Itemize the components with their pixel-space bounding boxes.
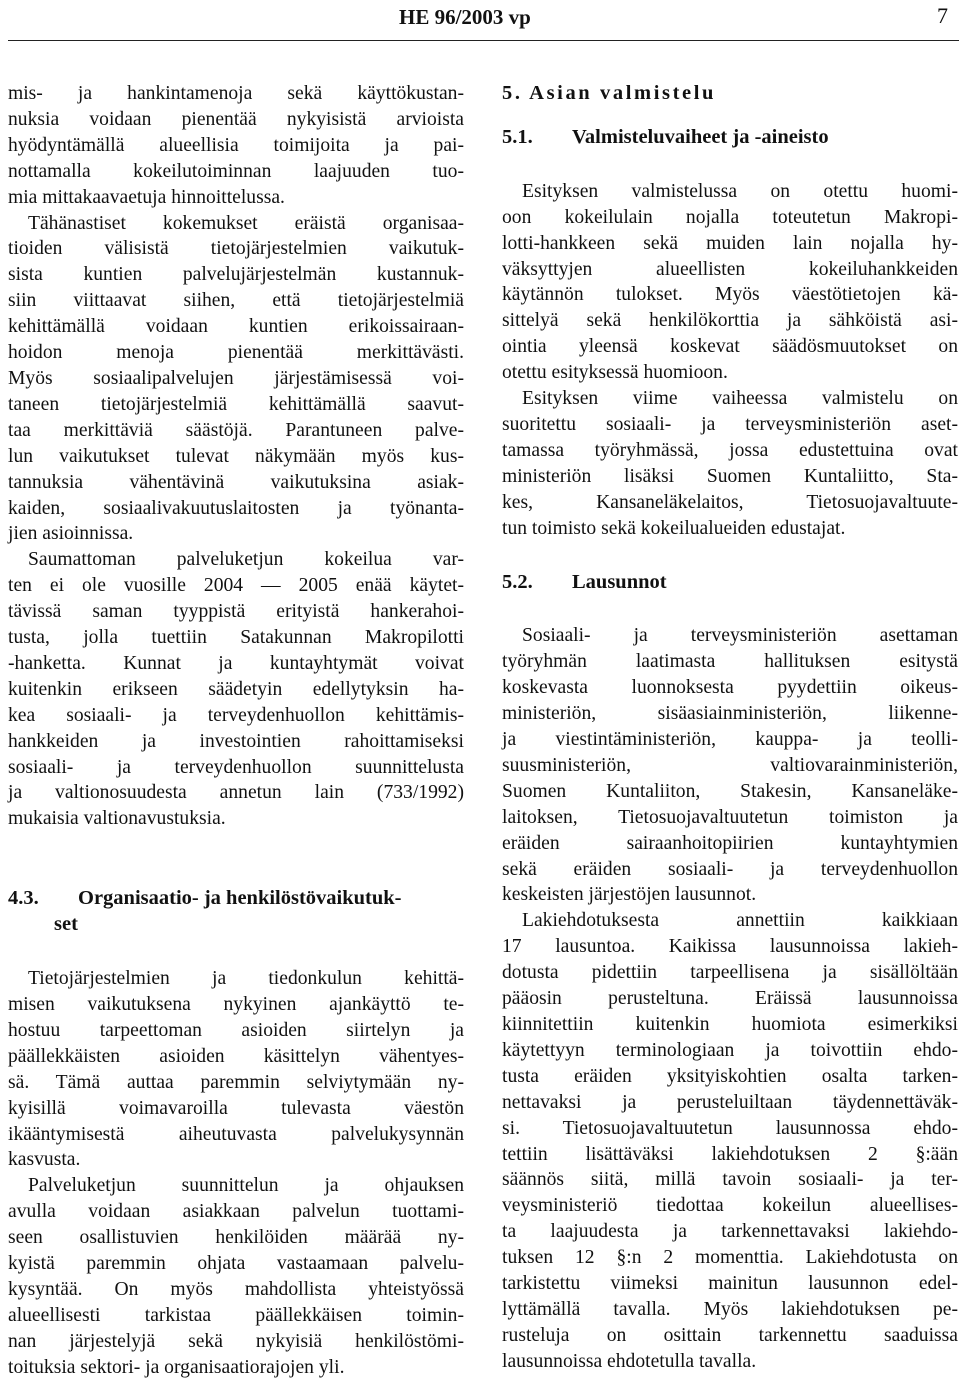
text-line: työryhmän laatimasta hallituksen esitystä [502,651,958,673]
text-line: keskeisten järjestöjen lausunnot. [502,884,757,906]
text-line: jien asioinnissa. [8,523,134,545]
text-line: taa merkittäviä säästöjä. Parantuneen palve- [8,419,464,441]
section-title: Organisaatio- ja henkilöstövaikutuk- [78,887,402,910]
text-line: Esityksen viime vaiheessa valmistelu on [522,388,958,410]
text-line: nettavaksi ja perusteluiltaan täydennettäväk- [502,1091,958,1113]
text-line: lotti-hankkeen sekä muiden lain nojalla hy- [502,232,958,254]
text-line: suusministeriön, valtiovarainministeriön, [502,754,958,776]
text-line: tuksen 12 §:n 2 momenttia. Lakiehdotusta on [502,1247,958,1269]
text-line: säännös siitä, millä tavoin sosiaali- ja ter- [502,1169,958,1191]
text-line: hoidon menoja pienentää merkittävästi. [8,342,464,364]
text-line: ministeriön lisäksi Suomen Kuntaliitto, Sta- [502,465,958,487]
text-line: suoritettu sosiaali- ja terveysministeriön aset- [502,413,958,435]
text-line: ointia yleensä koskevat säädösmuutokset on [502,336,958,358]
text-line: tun toimisto sekä kokeilualueiden edustajat. [502,517,846,539]
subsection-number: 5.2. [502,570,533,593]
text-line: ta laajuudesta ja tarkennettavaksi lakiehdo- [502,1221,958,1243]
subsection-heading [502,125,958,151]
text-line: sosiaali- ja terveydenhuollon suunnittelusta [8,756,464,778]
text-line: päällekkäisten asioiden käsittelyn vähentyes- [8,1045,464,1067]
text-line: kes, Kansaneläkelaitos, Tietosuojavaltuute- [502,491,958,513]
section-heading: 5. Asian valmistelu [502,82,716,104]
text-line: laitoksen, Tietosuojavaltuutetun toimiston ja [502,806,958,828]
text-line: eräiden sairaanhoitopiirien kuntayhtymien [502,832,958,854]
paragraph [502,386,958,541]
page-header [0,0,960,40]
text-line: sittelyä sekä henkilökorttia ja sähköistä asi- [502,310,958,332]
text-line: käytännön tulokset. Myös väestötietojen kä- [502,284,958,306]
paragraph [8,547,464,832]
text-line: kea sosiaali- ja terveydenhuollon kehittämis- [8,704,464,726]
section-number: 4.3. [8,887,39,910]
text-line: kyisillä voimavaroilla tulevasta väestön [8,1097,464,1119]
text-line: sista kuntien palvelujärjestelmän kustannuk- [8,264,464,286]
text-line: taneen tietojärjestelmiä kehittämällä saavut- [8,393,464,415]
text-line: tannuksia vähentävinä vaikutuksina asiak- [8,471,464,493]
left-column [8,81,464,1381]
text-line: nottamalla kokeilutoiminnan laajuuden tuo- [8,160,464,182]
right-column [502,81,958,1375]
section-title-continued: set [54,913,78,936]
text-line: sekä eräiden sosiaali- ja terveydenhuollon [502,858,958,880]
text-line: koskevasta luonnoksesta pyydettiin oikeus- [502,677,958,699]
text-line: tusta eräiden yksityiskohtien osalta tarken- [502,1065,958,1087]
text-line: -hanketta. Kunnat ja kuntayhtymät voivat [8,652,464,674]
header-rule [8,40,959,41]
text-line: sä. Tämä auttaa paremmin selviytymään ny- [8,1071,464,1093]
text-line: ja valtionosuudesta annetun lain (733/1992) [8,782,464,804]
text-line: ja viestintäministeriön, kauppa- ja teolli- [502,729,958,751]
paragraph [502,623,958,908]
text-line: hankkeiden ja investointien rahoittamiseksi [8,730,464,752]
paragraph [502,908,958,1374]
text-line: mukaisia valtionavustuksia. [8,808,226,830]
subsection-title: Lausunnot [572,570,667,593]
text-line: 17 lausuntoa. Kaikissa lausunnoissa lakieh- [502,936,958,958]
text-line: käytettyyn terminologiaan ja toivottiin ehdo- [502,1039,958,1061]
text-line: kiinnitettiin kuitenkin huomiota esimerkiksi [502,1014,958,1035]
text-line: kuitenkin erikseen säädetyin edellytyksin ha- [8,678,464,700]
text-line: tusta, jolla tuettiin Satakunnan Makropilotti [8,627,464,649]
text-line: ministeriön, sisäasiainministeriön, liikenne- [502,703,958,725]
subsection-title: Valmisteluvaiheet ja -aineisto [572,125,829,148]
text-line: si. Tietosuojavaltuutetun lausunnossa ehdo- [502,1117,958,1139]
text-line: kasvusta. [8,1149,81,1171]
text-line: Palveluketjun suunnittelun ja ohjauksen [28,1175,464,1197]
text-line: mis- ja hankintamenoja sekä käyttökustan- [8,83,464,104]
text-line: tamassa työryhmässä, jossa edustettuina ovat [502,439,958,461]
text-line: tarkistettu viimeksi mainitun lausunnon edel- [502,1273,958,1295]
text-line: lausunnoissa ehdotetulla tavalla. [502,1350,757,1372]
text-line: toituksia sektori- ja organisaatiorajojen yli. [8,1356,345,1378]
subsection-number: 5.1. [502,125,533,148]
text-line: veysministeriö tiedottaa kokeilun alueellises- [502,1195,958,1217]
text-line: väksyttyjen alueellisten kokeiluhankkeiden [502,258,958,280]
text-line: tettiin lisättäväksi lakiehdotuksen 2 §:ään [502,1143,958,1165]
text-line: Tietojärjestelmien ja tiedonkulun kehittä- [28,968,464,990]
text-line: nuksia voidaan pienentää nykyisistä arvioista [8,108,464,130]
text-line: siin viittaavat siihen, että tietojärjestelmiä [8,290,464,312]
text-line: Tähänastiset kokemukset eräistä organisaa- [28,212,464,234]
text-line: misen vaikutuksena nykyinen ajankäyttö te- [8,994,464,1015]
text-line: avulla voidaan asiakkaan palvelun tuottami- [8,1201,464,1223]
text-line: kyistä paremmin ohjata vastaamaan palvelu- [8,1253,464,1275]
text-line: dotusta pidettiin tarpeellisena ja sisällöltään [502,962,958,984]
text-line: Sosiaali- ja terveysministeriön asettaman [522,625,958,647]
text-line: nan järjestelyjä sekä nykyisiä henkilöstömi- [8,1330,464,1352]
text-line: Esityksen valmistelussa on otettu huomi- [522,180,958,202]
text-line: oon kokeilulain nojalla toteutetun Makropi- [502,206,958,228]
text-line: ten ei ole vuosille 2004 — 2005 enää käytet- [8,575,464,597]
text-line: ikääntymisestä aiheutuvasta palvelukysynnän [8,1123,464,1145]
text-line: kysyntää. On myös mahdollista yhteistyössä [8,1278,464,1300]
text-line: rusteluja on osittain tarkennettu saaduissa [502,1324,958,1346]
text-line: lun vaikutukset tulevat näkymään myös kus- [8,445,464,467]
text-line: kaiden, sosiaalivakuutuslaitosten ja työnanta- [8,497,464,519]
section-heading [8,886,464,912]
text-line: tioiden välisistä tietojärjestelmien vaikutuk- [8,238,464,260]
text-line: pääosin perusteltuna. Eräissä lausunnoissa [502,988,958,1010]
paragraph [8,81,464,547]
text-line: Suomen Kuntaliiton, Stakesin, Kansaneläke- [502,780,958,802]
page-number: 7 [937,3,948,28]
subsection-heading [502,570,958,596]
text-line: Saumattoman palveluketjun kokeilua var- [28,549,464,571]
paragraph [502,179,958,386]
text-line: otettu esityksessä huomioon. [502,362,728,384]
text-line: Myös sosiaalipalvelujen järjestämisessä voi- [8,367,464,389]
text-line: mia mittakaavaetuja hinnoittelussa. [8,186,285,208]
text-line: seen osallistuvien henkilöiden määrää ny- [8,1227,464,1249]
document-id: HE 96/2003 vp [399,5,531,29]
text-line: hostuu tarpeettoman asioiden siirtelyn ja [8,1019,464,1041]
text-line: alueellisesti tarkistaa päällekkäisen toimin- [8,1304,464,1326]
text-line: lyttämällä tavalla. Myös lakiehdotuksen pe- [502,1298,958,1320]
paragraph [8,1173,464,1380]
text-line: Lakiehdotuksesta annettiin kaikkiaan [522,910,958,932]
text-line: hyödyntämällä alueellisia toimijoita ja pai- [8,134,464,156]
paragraph [8,966,464,1173]
text-line: kehittämällä voidaan kuntien erikoissairaan- [8,316,464,338]
text-line: tävissä saman tyyppistä erityistä hankerahoi- [8,601,464,623]
